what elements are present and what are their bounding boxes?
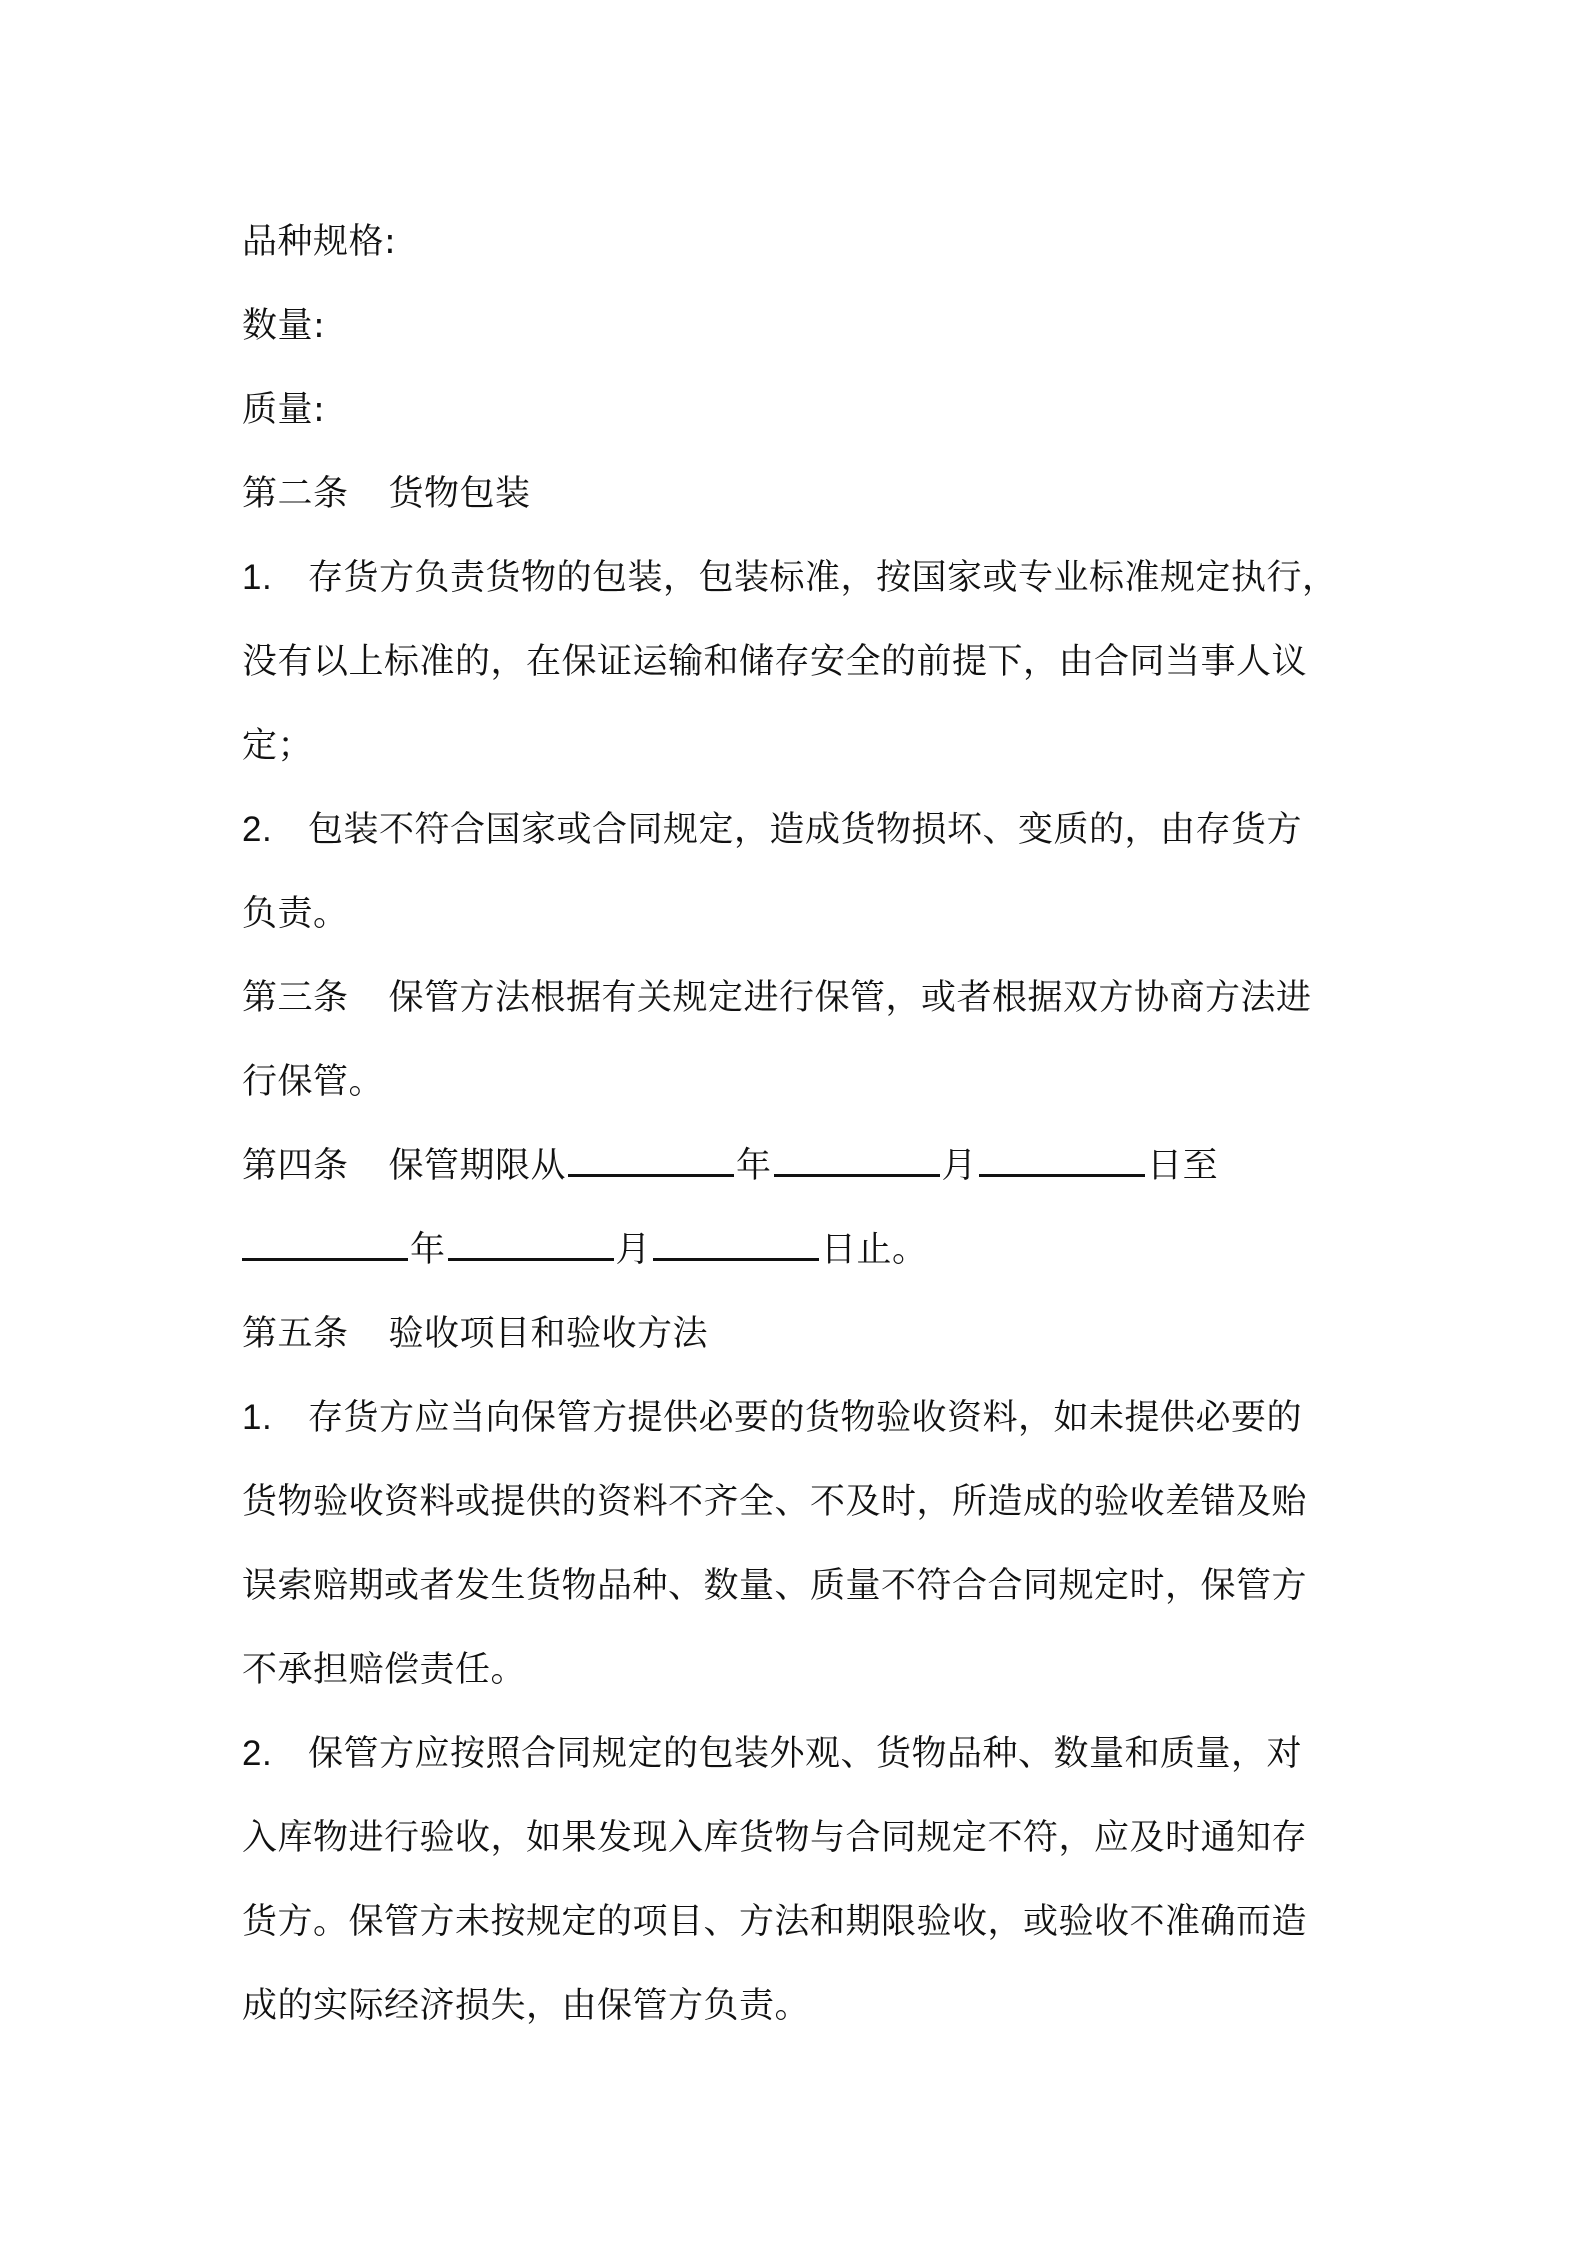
day-to-label: 日至: [1147, 1146, 1219, 1186]
contract-body: [242, 200, 1360, 2048]
paragraph-text: 存货方负责货物的包装，包装标准，按国家或专业标准规定执行，: [308, 558, 1338, 598]
start-year-blank[interactable]: [568, 1142, 734, 1177]
paragraph-text: 保管方法根据有关规定进行保管，或者根据双方协商方法进: [388, 978, 1312, 1018]
start-day-blank[interactable]: [979, 1142, 1145, 1177]
article-5-item-2-line-1: [242, 1712, 1360, 1796]
list-number: 1.: [242, 1398, 273, 1437]
article-2-item-1-line-1: [242, 536, 1360, 620]
month-label: 月: [941, 1146, 978, 1186]
article-2-item-2-line-1: [242, 788, 1360, 872]
list-number: 2.: [242, 810, 273, 849]
article-2-item-1-line-3: 定；: [242, 726, 314, 766]
year-label: 年: [410, 1230, 446, 1270]
month-label: 月: [615, 1230, 652, 1270]
paragraph-text: 存货方应当向保管方提供必要的货物验收资料，如未提供必要的: [308, 1398, 1303, 1438]
article-5-item-1-line-4: 不承担赔偿责任。: [242, 1650, 527, 1690]
day-end-label: 日止。: [821, 1230, 928, 1270]
article-2-heading: [242, 452, 1360, 536]
article-2-item-2-line-2: 负责。: [242, 894, 349, 934]
article-5-item-2-line-2: 入库物进行验收，如果发现入库货物与合同规定不符，应及时通知存: [242, 1818, 1308, 1858]
list-number: 2.: [242, 1734, 273, 1773]
article-5-item-2-line-3: 货方。保管方未按规定的项目、方法和期限验收，或验收不准确而造: [242, 1902, 1308, 1942]
article-2-number: 第二条: [242, 474, 349, 514]
article-4-line-1: [242, 1124, 1360, 1208]
end-year-blank[interactable]: [242, 1226, 408, 1261]
field-variety-spec: 品种规格:: [242, 222, 397, 262]
article-4-line-2: [242, 1208, 1360, 1292]
article-2-title: 货物包装: [388, 474, 531, 514]
paragraph-text: 保管期限从: [388, 1146, 567, 1186]
article-5-item-1-line-3: 误索赔期或者发生货物品种、数量、质量不符合合同规定时，保管方: [242, 1566, 1308, 1606]
field-quality: 质量:: [242, 390, 326, 430]
end-day-blank[interactable]: [653, 1226, 819, 1261]
paragraph-text: 保管方应按照合同规定的包装外观、货物品种、数量和质量，对: [308, 1734, 1303, 1774]
article-5-title: 验收项目和验收方法: [388, 1314, 709, 1354]
article-5-number: 第五条: [242, 1314, 349, 1354]
end-month-blank[interactable]: [448, 1226, 614, 1261]
article-5-item-1-line-2: 货物验收资料或提供的资料不齐全、不及时，所造成的验收差错及贻: [242, 1482, 1308, 1522]
article-3-line-1: [242, 956, 1360, 1040]
year-label: 年: [736, 1146, 772, 1186]
article-2-item-1-line-2: 没有以上标准的，在保证运输和储存安全的前提下，由合同当事人议: [242, 642, 1308, 682]
list-number: 1.: [242, 558, 273, 597]
start-month-blank[interactable]: [774, 1142, 940, 1177]
article-5-item-1-line-1: [242, 1376, 1360, 1460]
article-5-item-2-line-4: 成的实际经济损失，由保管方负责。: [242, 1986, 811, 2026]
article-3-number: 第三条: [242, 978, 349, 1018]
field-quantity: 数量:: [242, 306, 326, 346]
article-3-line-2: 行保管。: [242, 1062, 385, 1102]
article-4-number: 第四条: [242, 1146, 349, 1186]
paragraph-text: 包装不符合国家或合同规定，造成货物损坏、变质的，由存货方: [308, 810, 1303, 850]
article-5-heading: [242, 1292, 1360, 1376]
